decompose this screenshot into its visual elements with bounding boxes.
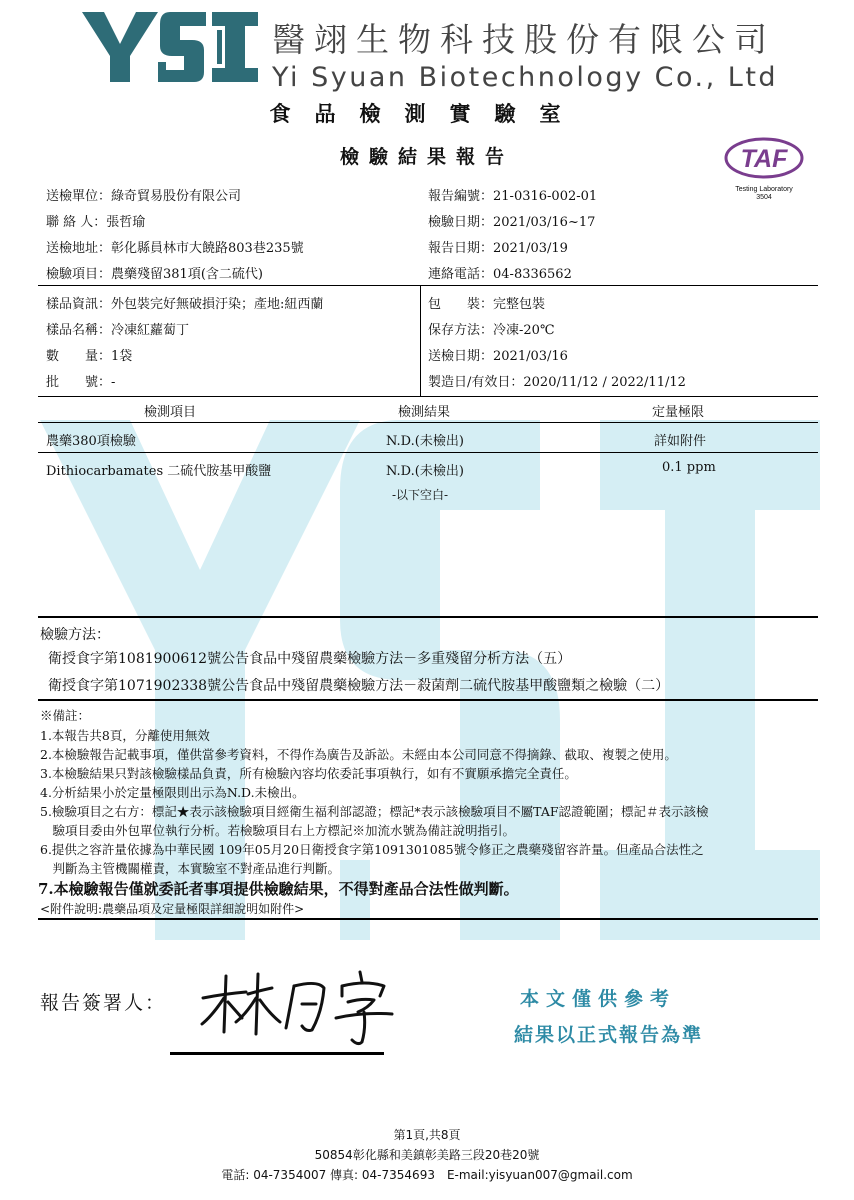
sample-quantity: 數 量：1袋 xyxy=(46,349,133,364)
info-client: 送檢單位：綠奇貿易股份有限公司 xyxy=(46,189,242,204)
info-address: 送檢地址：彰化縣員林市大饒路803巷235號 xyxy=(46,241,304,256)
divider xyxy=(38,285,818,286)
divider xyxy=(38,918,818,920)
company-logo xyxy=(82,12,258,82)
note-line: 驗項目委由外包單位執行分析。若檢驗項目右上方標記※加流水號為備註說明指引。 xyxy=(40,823,516,838)
taf-caption: Testing Laboratory xyxy=(735,186,793,193)
report-title: 檢驗結果報告 xyxy=(339,146,514,168)
methods-heading: 檢驗方法： xyxy=(40,627,110,643)
table-row-item: 農藥380項檢驗 xyxy=(46,434,136,449)
table-row-item: Dithiocarbamates 二硫代胺基甲酸鹽 xyxy=(46,464,272,479)
table-row-limit: 0.1 ppm xyxy=(662,460,716,475)
table-end-marker: -以下空白- xyxy=(392,488,449,502)
taf-logo-icon xyxy=(722,136,806,182)
reference-stamp-line1: 本文僅供參考 xyxy=(520,988,677,1010)
sample-submit-date: 送檢日期：2021/03/16 xyxy=(428,349,568,364)
sample-mfg-exp-date: 製造日/有效日：2020/11/12 / 2022/11/12 xyxy=(428,375,686,390)
note-line: 3.本檢驗結果只對該檢驗樣品負責，所有檢驗內容均依委託事項執行，如有不實願承擔完全責任。 xyxy=(40,766,577,781)
sample-storage: 保存方法：冷凍-20℃ xyxy=(428,323,555,338)
divider xyxy=(38,452,818,453)
note-line: 1.本報告共8頁，分離使用無效 xyxy=(40,728,210,743)
info-phone: 連絡電話：04-8336562 xyxy=(428,267,572,282)
reference-stamp-line2: 結果以正式報告為準 xyxy=(514,1024,704,1046)
info-contact: 聯 絡 人：張哲瑜 xyxy=(46,215,146,230)
method-item: 衛授食字第1071902338號公告食品中殘留農藥檢驗方法－殺菌劑二硫代胺基甲酸鹽類之檢驗（二） xyxy=(48,678,670,694)
note-line: 判斷為主管機關權責，本實驗室不對產品進行判斷。 xyxy=(40,861,341,876)
note-bold-line: 7.本檢驗報告僅就委託者事項提供檢驗結果，不得對產品合法性做判斷。 xyxy=(38,880,519,898)
page-number: 第1頁,共8頁 xyxy=(393,1128,461,1142)
divider xyxy=(38,699,818,701)
note-line: 2.本檢驗報告記載事項，僅供當參考資料，不得作為廣告及訴訟。未經由本公司同意不得摘錄、截取、複製之使用。 xyxy=(40,747,677,762)
attachment-note: <附件說明:農藥品項及定量極限詳細說明如附件> xyxy=(40,902,305,916)
sample-info: 樣品資訊：外包裝完好無破損汙染；產地:紐西蘭 xyxy=(46,297,324,312)
divider xyxy=(38,616,818,618)
company-name-en: Yi Syuan Biotechnology Co., Ltd xyxy=(272,62,779,93)
sample-name: 樣品名稱：冷凍紅蘿蔔丁 xyxy=(46,323,190,338)
company-name-zh: 醫翊生物科技股份有限公司 xyxy=(272,20,776,59)
footer-contact: 電話: 04-7354007 傳真: 04-7354693 E-mail:yisyuan007@gmail.com xyxy=(221,1168,633,1182)
info-report-date: 報告日期：2021/03/19 xyxy=(428,241,568,256)
table-row-result: N.D.(未檢出) xyxy=(386,464,464,479)
table-row-limit: 詳如附件 xyxy=(654,434,707,449)
signatory-label: 報告簽署人： xyxy=(40,992,167,1014)
table-header-item: 檢測項目 xyxy=(144,405,197,420)
divider xyxy=(38,422,818,423)
info-test-date: 檢驗日期：2021/03/16~17 xyxy=(428,215,596,230)
divider xyxy=(38,396,818,397)
table-header-result: 檢測結果 xyxy=(398,405,451,420)
footer-address: 50854彰化縣和美鎮彰美路三段20巷20號 xyxy=(314,1148,540,1162)
note-line: 4.分析結果小於定量極限則出示為N.D.未檢出。 xyxy=(40,785,305,800)
note-line: 5.檢驗項目之右方：標記★表示該檢驗項目經衛生福利部認證；標記*表示該檢驗項目不屬TAF認證範圍；標記＃表示該檢 xyxy=(40,804,709,819)
divider xyxy=(420,286,421,396)
table-row-result: N.D.(未檢出) xyxy=(386,434,464,449)
note-line: 6.提供之容許量依據為中華民國 109年05月20日衛授食字第1091301085號令修正之農藥殘留容許量。但產品合法性之 xyxy=(40,842,704,857)
taf-accreditation-mark xyxy=(722,136,806,202)
notes-heading: ※備註： xyxy=(40,708,91,723)
taf-number: 3504 xyxy=(756,194,772,201)
lab-name: 食品檢測實驗室 xyxy=(269,101,585,126)
table-header-limit: 定量極限 xyxy=(652,405,705,420)
info-test-item: 檢驗項目：農藥殘留381項(含二硫代) xyxy=(46,267,263,282)
handwritten-signature xyxy=(198,968,398,1048)
taf-mark-text: TAF xyxy=(740,145,788,173)
method-item: 衛授食字第1081900612號公告食品中殘留農藥檢驗方法－多重殘留分析方法（五） xyxy=(48,651,572,667)
sample-batch: 批 號：- xyxy=(46,375,116,390)
signature-line xyxy=(170,1052,384,1055)
sample-packaging: 包 裝：完整包裝 xyxy=(428,297,546,312)
info-report-no: 報告編號：21-0316-002-01 xyxy=(428,189,598,204)
